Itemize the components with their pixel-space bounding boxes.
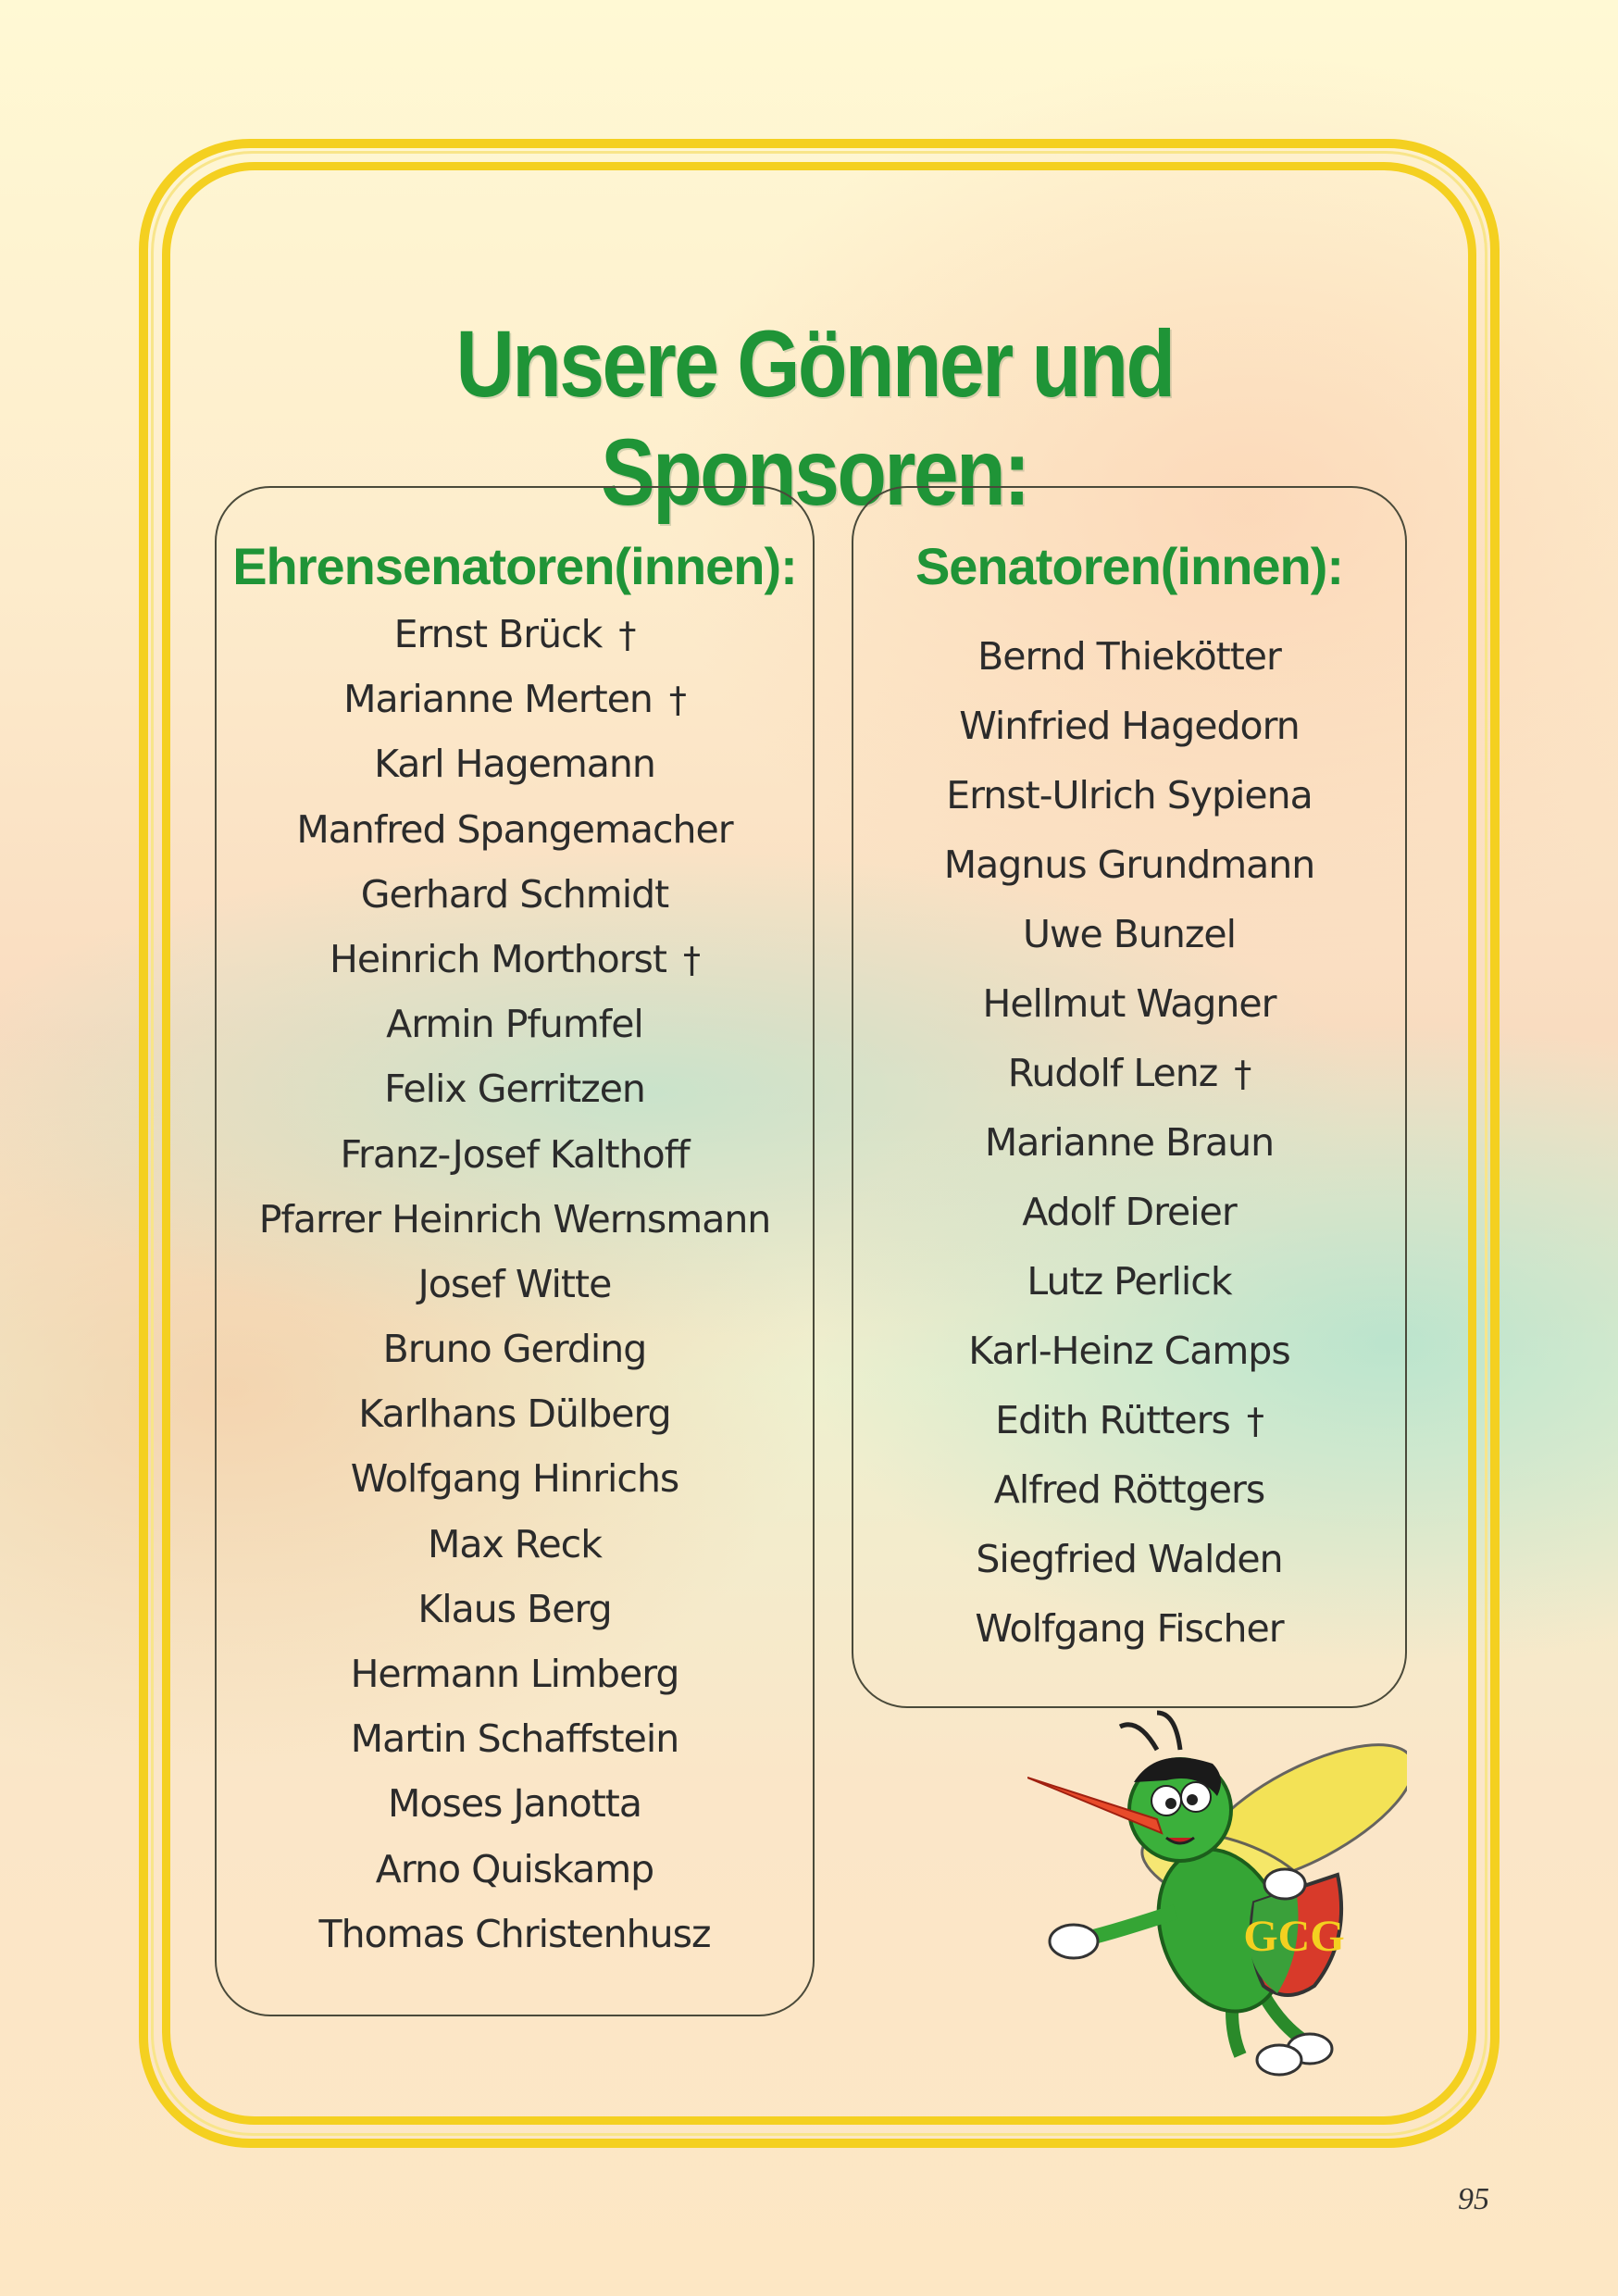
list-item [853,1178,1405,1247]
list-item [853,1108,1405,1178]
person-name: Heinrich Morthorst [330,936,666,981]
page-title: Unsere Gönner und Sponsoren: [455,311,1174,525]
person-name: Ernst Brück [393,612,603,656]
person-name: Arno Quiskamp [375,1846,654,1891]
list-item [217,1122,813,1187]
deceased-cross-icon: † [668,680,686,721]
list-item [853,900,1405,969]
person-name: Winfried Hagedorn [959,704,1300,748]
person-name: Martin Schaffstein [350,1716,679,1762]
list-item [853,1039,1405,1108]
list-item [853,1247,1405,1316]
list-item [853,1525,1405,1594]
person-name: Marianne Merten [343,677,653,722]
list-item [217,1641,813,1706]
list-item [217,1512,813,1577]
list-item [853,1316,1405,1386]
list-item [217,1771,813,1836]
list-item [217,862,813,927]
list-item [853,1455,1405,1525]
list-item [217,1381,813,1446]
list-item [853,692,1405,761]
person-name: Bruno Gerding [382,1327,647,1372]
senatoren-list [853,622,1405,1664]
list-item [217,1056,813,1121]
list-item [217,1316,813,1381]
person-name: Thomas Christenhusz [318,1911,711,1956]
page-number: 95 [1458,2182,1489,2216]
ehrensenatoren-heading: Ehrensenatoren(innen): [232,537,797,595]
list-item [217,1706,813,1771]
person-name: Karlhans Dülberg [358,1391,671,1437]
person-name: Lutz Perlick [1027,1259,1232,1304]
person-name: Bernd Thiekötter [977,634,1281,679]
list-item [853,830,1405,900]
list-item [853,1594,1405,1664]
person-name: Klaus Berg [417,1586,612,1631]
person-name: Armin Pfumfel [386,1002,643,1047]
list-item [217,1577,813,1641]
person-name: Gerhard Schmidt [360,871,669,917]
list-item [217,602,813,667]
person-name: Karl Hagemann [374,742,655,787]
person-name: Marianne Braun [984,1120,1275,1165]
svg-text:GCG: GCG [1243,1912,1345,1961]
list-item [217,927,813,992]
list-item [853,1386,1405,1455]
list-item [853,622,1405,692]
list-item [217,797,813,862]
person-name: Felix Gerritzen [384,1067,645,1112]
ehrensenatoren-list [217,602,813,1966]
person-name: Alfred Röttgers [993,1467,1265,1512]
deceased-cross-icon: † [683,939,700,980]
deceased-cross-icon: † [618,615,636,655]
list-item [217,992,813,1056]
list-item [217,667,813,731]
deceased-cross-icon: † [1234,1054,1251,1094]
person-name: Wolfgang Fischer [975,1606,1284,1651]
senatoren-heading: Senatoren(innen): [915,537,1344,595]
person-name: Manfred Spangemacher [296,806,733,852]
person-name: Moses Janotta [388,1781,641,1827]
person-name: Franz-Josef Kalthoff [340,1131,690,1177]
list-item [853,761,1405,830]
person-name: Edith Rütters [995,1398,1230,1442]
person-name: Max Reck [428,1521,602,1566]
list-item [853,969,1405,1039]
person-name: Karl-Heinz Camps [968,1329,1290,1373]
person-name: Pfarrer Heinrich Wernsmann [258,1196,771,1242]
person-name: Wolfgang Hinrichs [350,1456,679,1502]
list-item [217,1837,813,1902]
person-name: Rudolf Lenz [1007,1051,1218,1095]
deceased-cross-icon: † [1246,1401,1263,1441]
list-item [217,731,813,796]
ehrensenatoren-panel [215,486,815,2016]
person-name: Adolf Dreier [1022,1190,1237,1234]
list-item [217,1446,813,1511]
senatoren-panel [852,486,1407,1708]
list-item [217,1902,813,1966]
person-name: Uwe Bunzel [1022,912,1237,956]
list-item [217,1187,813,1252]
mosquito-mascot-icon [1027,1708,1407,2088]
person-name: Magnus Grundmann [943,842,1315,887]
person-name: Josef Witte [417,1261,612,1306]
person-name: Siegfried Walden [976,1537,1283,1581]
person-name: Hermann Limberg [350,1652,679,1696]
person-name: Ernst-Ulrich Sypiena [946,773,1313,817]
list-item [217,1252,813,1316]
person-name: Hellmut Wagner [982,981,1276,1026]
